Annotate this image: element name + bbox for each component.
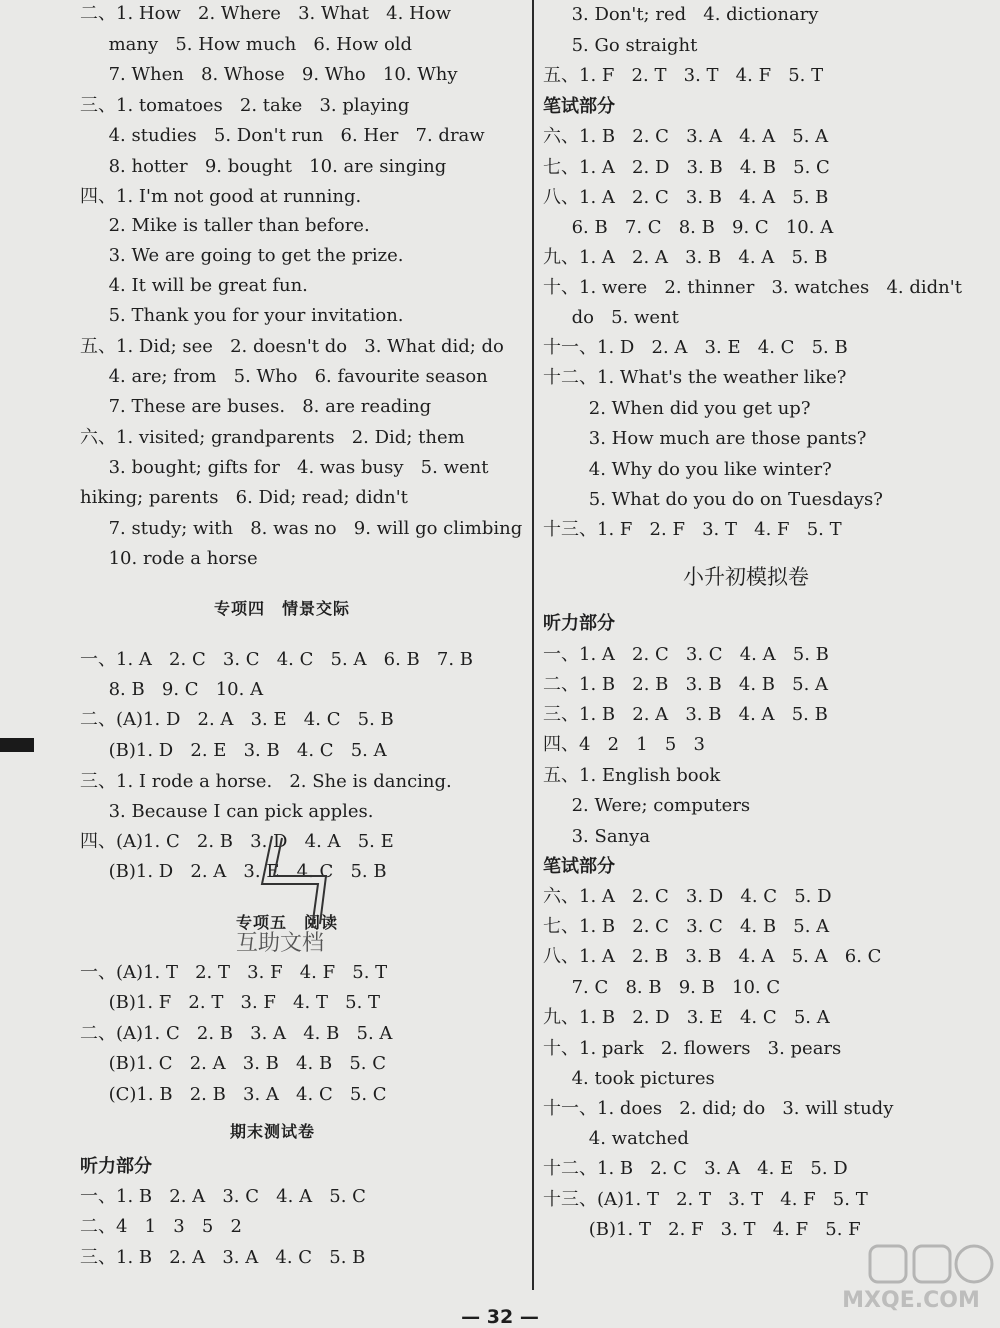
answer-line: 四、(A)1. C 2. B 3. D 4. A 5. E — [80, 831, 394, 852]
answer-line: (B)1. C 2. A 3. B 4. B 5. C — [80, 1053, 387, 1074]
watermark-logo-icon — [826, 1240, 996, 1288]
answer-line: 六、1. visited; grandparents 2. Did; them — [80, 427, 465, 448]
answer-line: 七、1. B 2. C 3. C 4. B 5. A — [543, 916, 830, 937]
stamp-text: 互助文档 — [236, 931, 325, 956]
answer-line: 5. Go straight — [543, 35, 698, 56]
page-number: — 32 — — [461, 1306, 539, 1328]
part-heading: 笔试部分 — [543, 96, 615, 117]
answer-line: (B)1. D 2. A 3. E 4. C 5. B — [80, 861, 387, 882]
answer-line: 三、1. tomatoes 2. take 3. playing — [80, 95, 410, 116]
section-heading: 专项五 阅读 — [236, 913, 339, 932]
answer-line: 九、1. A 2. A 3. B 4. A 5. B — [543, 247, 828, 268]
answer-line: 二、4 1 3 5 2 — [80, 1216, 242, 1237]
answer-line: 十一、1. does 2. did; do 3. will study — [543, 1098, 894, 1119]
answer-line: 五、1. Did; see 2. doesn't do 3. What did; do — [80, 336, 504, 357]
answer-line: (B)1. D 2. E 3. B 4. C 5. A — [80, 740, 387, 761]
part-heading: 听力部分 — [543, 613, 615, 634]
answer-line: 十三、1. F 2. F 3. T 4. F 5. T — [543, 519, 842, 540]
answer-line: 2. Mike is taller than before. — [80, 215, 370, 236]
answer-line: 3. How much are those pants? — [543, 428, 867, 449]
answer-line: 3. bought; gifts for 4. was busy 5. went — [80, 457, 489, 478]
column-divider — [532, 0, 534, 1290]
answer-line: 十一、1. D 2. A 3. E 4. C 5. B — [543, 337, 848, 358]
answer-line: 二、(A)1. D 2. A 3. E 4. C 5. B — [80, 709, 394, 730]
document-stamp-icon — [260, 832, 330, 932]
answer-line: 六、1. B 2. C 3. A 4. A 5. A — [543, 126, 829, 147]
answer-line: 4. Why do you like winter? — [543, 459, 832, 480]
answer-line: 一、1. B 2. A 3. C 4. A 5. C — [80, 1186, 366, 1207]
answer-line: 5. What do you do on Tuesdays? — [543, 489, 883, 510]
answer-line: 三、1. B 2. A 3. A 4. C 5. B — [80, 1247, 366, 1268]
answer-line: 10. rode a horse — [80, 548, 258, 569]
answer-line: 2. When did you get up? — [543, 398, 811, 419]
answer-line: 三、1. I rode a horse. 2. She is dancing. — [80, 771, 452, 792]
answer-line: many 5. How much 6. How old — [80, 34, 413, 55]
part-heading: 笔试部分 — [543, 856, 615, 877]
answer-line: 8. B 9. C 10. A — [80, 679, 264, 700]
answer-line: 五、1. F 2. T 3. T 4. F 5. T — [543, 65, 824, 86]
answer-line: 3. We are going to get the prize. — [80, 245, 404, 266]
answer-line: 三、1. B 2. A 3. B 4. A 5. B — [543, 704, 828, 725]
answer-line: 八、1. A 2. C 3. B 4. A 5. B — [543, 187, 829, 208]
answer-line: 7. When 8. Whose 9. Who 10. Why — [80, 64, 458, 85]
answer-line: 3. Don't; red 4. dictionary — [543, 4, 819, 25]
answer-line: 4. It will be great fun. — [80, 275, 308, 296]
section-heading: 期末测试卷 — [230, 1122, 316, 1141]
answer-line: 六、1. A 2. C 3. D 4. C 5. D — [543, 886, 832, 907]
answer-line: 五、1. English book — [543, 765, 721, 786]
answer-line: 二、(A)1. C 2. B 3. A 4. B 5. A — [80, 1023, 393, 1044]
answer-line: (C)1. B 2. B 3. A 4. C 5. C — [80, 1084, 387, 1105]
answer-line: 十、1. park 2. flowers 3. pears — [543, 1038, 842, 1059]
answer-line: 十二、1. B 2. C 3. A 4. E 5. D — [543, 1158, 848, 1179]
answer-line: 6. B 7. C 8. B 9. C 10. A — [543, 217, 834, 238]
answer-line: 一、1. A 2. C 3. C 4. C 5. A 6. B 7. B — [80, 649, 474, 670]
answer-line: 7. C 8. B 9. B 10. C — [543, 977, 781, 998]
answer-line: 4. are; from 5. Who 6. favourite season — [80, 366, 488, 387]
answer-line: 4. studies 5. Don't run 6. Her 7. draw — [80, 125, 485, 146]
answer-line: (B)1. T 2. F 3. T 4. F 5. F — [543, 1219, 861, 1240]
section-heading: 专项四 情景交际 — [214, 599, 351, 618]
answer-line: 四、4 2 1 5 3 — [543, 734, 705, 755]
answer-line: 二、1. How 2. Where 3. What 4. How — [80, 3, 452, 24]
answer-line: hiking; parents 6. Did; read; didn't — [80, 487, 408, 508]
answer-line: 7. study; with 8. was no 9. will go climbing — [80, 518, 523, 539]
answer-line: 二、1. B 2. B 3. B 4. B 5. A — [543, 674, 829, 695]
answer-line: do 5. went — [543, 307, 679, 328]
answer-line: 4. took pictures — [543, 1068, 715, 1089]
answer-line: 3. Because I can pick apples. — [80, 801, 374, 822]
answer-line: 一、(A)1. T 2. T 3. F 4. F 5. T — [80, 962, 388, 983]
answer-line: 九、1. B 2. D 3. E 4. C 5. A — [543, 1007, 830, 1028]
answer-line: 八、1. A 2. B 3. B 4. A 5. A 6. C — [543, 946, 882, 967]
answer-line: 7. These are buses. 8. are reading — [80, 396, 432, 417]
answer-line: 七、1. A 2. D 3. B 4. B 5. C — [543, 157, 830, 178]
answer-line: 5. Thank you for your invitation. — [80, 305, 404, 326]
part-heading: 听力部分 — [80, 1156, 152, 1177]
answer-line: 一、1. A 2. C 3. C 4. A 5. B — [543, 644, 829, 665]
answer-line: 十三、(A)1. T 2. T 3. T 4. F 5. T — [543, 1189, 868, 1210]
answer-line: 十、1. were 2. thinner 3. watches 4. didn't — [543, 277, 962, 298]
answer-line: (B)1. F 2. T 3. F 4. T 5. T — [80, 992, 381, 1013]
answer-line: 四、1. I'm not good at running. — [80, 186, 362, 207]
answer-line: 十二、1. What's the weather like? — [543, 367, 847, 388]
page-edge-mark — [0, 738, 34, 752]
answer-line: 2. Were; computers — [543, 795, 751, 816]
section-heading: 小升初模拟卷 — [683, 565, 809, 589]
answer-line: 3. Sanya — [543, 826, 651, 847]
answer-line: 4. watched — [543, 1128, 689, 1149]
watermark-site: MXQE.COM — [842, 1288, 980, 1313]
answer-line: 8. hotter 9. bought 10. are singing — [80, 156, 447, 177]
